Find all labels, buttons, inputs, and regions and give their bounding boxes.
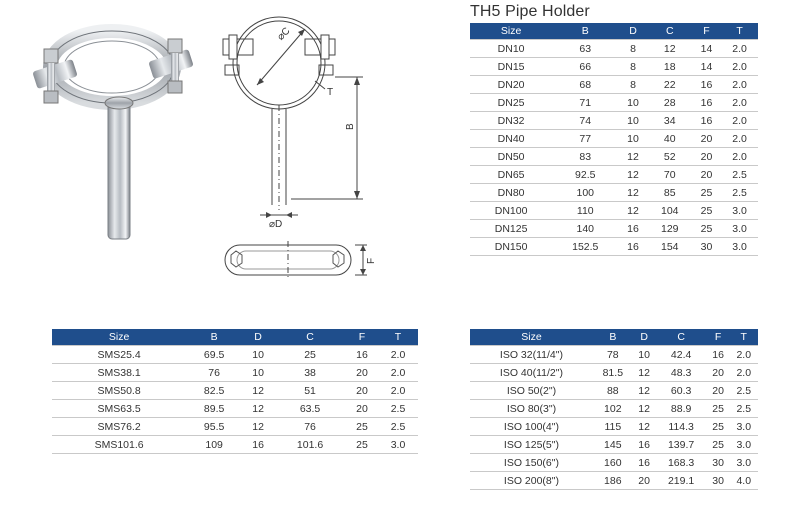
- value-cell: 3.0: [729, 454, 758, 472]
- value-cell: 85: [648, 184, 692, 202]
- value-cell: 152.5: [552, 238, 618, 256]
- value-cell: 16: [633, 436, 656, 454]
- value-cell: 25: [692, 202, 721, 220]
- table-row: [52, 418, 418, 436]
- value-cell: 30: [692, 238, 721, 256]
- dim-label-c: ⌀C: [275, 25, 293, 43]
- table-row: [470, 238, 758, 256]
- size-cell: SMS25.4: [52, 346, 186, 364]
- value-cell: 38: [274, 364, 346, 382]
- column-header: T: [729, 329, 758, 346]
- column-header: D: [618, 23, 647, 40]
- value-cell: 20: [707, 364, 730, 382]
- column-header: F: [346, 329, 378, 346]
- value-cell: 16: [242, 436, 274, 454]
- table-row: [470, 400, 758, 418]
- value-cell: 114.3: [656, 418, 707, 436]
- value-cell: 16: [692, 112, 721, 130]
- value-cell: 42.4: [656, 346, 707, 364]
- size-cell: SMS63.5: [52, 400, 186, 418]
- size-cell: ISO 50(2"): [470, 382, 593, 400]
- table-row: [470, 364, 758, 382]
- size-cell: DN150: [470, 238, 552, 256]
- value-cell: 28: [648, 94, 692, 112]
- table-row: [470, 112, 758, 130]
- value-cell: 74: [552, 112, 618, 130]
- value-cell: 52: [648, 148, 692, 166]
- value-cell: 18: [648, 58, 692, 76]
- size-cell: SMS38.1: [52, 364, 186, 382]
- column-header: B: [186, 329, 242, 346]
- value-cell: 16: [692, 94, 721, 112]
- table-row: [470, 454, 758, 472]
- column-header: Size: [470, 23, 552, 40]
- column-header: B: [552, 23, 618, 40]
- value-cell: 25: [346, 436, 378, 454]
- dn-size-table: [470, 23, 758, 256]
- size-cell: DN25: [470, 94, 552, 112]
- value-cell: 3.0: [721, 238, 758, 256]
- value-cell: 78: [593, 346, 633, 364]
- size-cell: DN32: [470, 112, 552, 130]
- value-cell: 2.5: [378, 400, 418, 418]
- value-cell: 20: [692, 166, 721, 184]
- size-cell: ISO 32(11/4"): [470, 346, 593, 364]
- value-cell: 20: [692, 148, 721, 166]
- column-header: Size: [470, 329, 593, 346]
- value-cell: 12: [618, 202, 647, 220]
- value-cell: 20: [346, 382, 378, 400]
- value-cell: 3.0: [729, 436, 758, 454]
- value-cell: 20: [633, 472, 656, 490]
- value-cell: 25: [692, 184, 721, 202]
- value-cell: 2.0: [729, 346, 758, 364]
- value-cell: 76: [186, 364, 242, 382]
- column-header: C: [274, 329, 346, 346]
- value-cell: 2.5: [721, 166, 758, 184]
- value-cell: 2.5: [729, 400, 758, 418]
- value-cell: 154: [648, 238, 692, 256]
- column-header: Size: [52, 329, 186, 346]
- size-cell: ISO 150(6"): [470, 454, 593, 472]
- value-cell: 82.5: [186, 382, 242, 400]
- value-cell: 63.5: [274, 400, 346, 418]
- table-header-row: [470, 329, 758, 346]
- size-cell: ISO 200(8"): [470, 472, 593, 490]
- table-row: [470, 166, 758, 184]
- dim-label-t: T: [327, 87, 334, 98]
- value-cell: 25: [707, 418, 730, 436]
- value-cell: 22: [648, 76, 692, 94]
- value-cell: 2.0: [721, 148, 758, 166]
- table-row: [470, 202, 758, 220]
- table-row: [52, 364, 418, 382]
- value-cell: 48.3: [656, 364, 707, 382]
- value-cell: 2.0: [721, 58, 758, 76]
- iso-size-table: [470, 329, 758, 490]
- value-cell: 77: [552, 130, 618, 148]
- value-cell: 40: [648, 130, 692, 148]
- size-cell: SMS76.2: [52, 418, 186, 436]
- value-cell: 3.0: [721, 220, 758, 238]
- value-cell: 76: [274, 418, 346, 436]
- value-cell: 168.3: [656, 454, 707, 472]
- value-cell: 2.0: [721, 94, 758, 112]
- column-header: T: [378, 329, 418, 346]
- value-cell: 10: [618, 130, 647, 148]
- size-cell: DN65: [470, 166, 552, 184]
- table-row: [470, 436, 758, 454]
- value-cell: 2.0: [378, 364, 418, 382]
- value-cell: 104: [648, 202, 692, 220]
- value-cell: 12: [618, 166, 647, 184]
- value-cell: 2.0: [721, 76, 758, 94]
- value-cell: 129: [648, 220, 692, 238]
- value-cell: 2.0: [729, 364, 758, 382]
- table-row: [470, 130, 758, 148]
- value-cell: 34: [648, 112, 692, 130]
- size-cell: ISO 80(3"): [470, 400, 593, 418]
- value-cell: 30: [707, 454, 730, 472]
- value-cell: 12: [648, 40, 692, 58]
- dim-label-d: ⌀D: [269, 219, 283, 230]
- pipe-holder-drawing: [215, 5, 375, 280]
- value-cell: 2.0: [721, 112, 758, 130]
- column-header: C: [648, 23, 692, 40]
- value-cell: 95.5: [186, 418, 242, 436]
- value-cell: 3.0: [378, 436, 418, 454]
- value-cell: 25: [707, 400, 730, 418]
- pipe-holder-photo: [20, 5, 205, 245]
- value-cell: 51: [274, 382, 346, 400]
- value-cell: 10: [633, 346, 656, 364]
- table-row: [470, 220, 758, 238]
- value-cell: 20: [692, 130, 721, 148]
- value-cell: 16: [618, 238, 647, 256]
- table-row: [470, 148, 758, 166]
- table-row: [52, 346, 418, 364]
- value-cell: 10: [618, 94, 647, 112]
- value-cell: 10: [618, 112, 647, 130]
- value-cell: 4.0: [729, 472, 758, 490]
- sms-size-table: [52, 329, 418, 454]
- value-cell: 25: [346, 418, 378, 436]
- value-cell: 16: [633, 454, 656, 472]
- value-cell: 109: [186, 436, 242, 454]
- dim-label-f: F: [366, 257, 377, 264]
- size-cell: DN80: [470, 184, 552, 202]
- value-cell: 20: [707, 382, 730, 400]
- value-cell: 12: [242, 418, 274, 436]
- table-row: [470, 94, 758, 112]
- value-cell: 88: [593, 382, 633, 400]
- value-cell: 12: [633, 382, 656, 400]
- value-cell: 14: [692, 40, 721, 58]
- table-row: [470, 40, 758, 58]
- size-cell: ISO 125(5"): [470, 436, 593, 454]
- value-cell: 12: [242, 382, 274, 400]
- value-cell: 30: [707, 472, 730, 490]
- size-cell: SMS50.8: [52, 382, 186, 400]
- value-cell: 12: [633, 400, 656, 418]
- value-cell: 25: [707, 436, 730, 454]
- value-cell: 186: [593, 472, 633, 490]
- value-cell: 12: [633, 364, 656, 382]
- table-row: [52, 382, 418, 400]
- value-cell: 20: [346, 364, 378, 382]
- size-cell: DN100: [470, 202, 552, 220]
- table-header-row: [470, 23, 758, 40]
- size-cell: ISO 40(11/2"): [470, 364, 593, 382]
- value-cell: 140: [552, 220, 618, 238]
- column-header: D: [633, 329, 656, 346]
- dim-label-b: B: [345, 123, 356, 130]
- column-header: D: [242, 329, 274, 346]
- value-cell: 115: [593, 418, 633, 436]
- value-cell: 89.5: [186, 400, 242, 418]
- value-cell: 2.5: [729, 382, 758, 400]
- value-cell: 3.0: [721, 202, 758, 220]
- value-cell: 8: [618, 58, 647, 76]
- value-cell: 71: [552, 94, 618, 112]
- value-cell: 83: [552, 148, 618, 166]
- column-header: F: [692, 23, 721, 40]
- value-cell: 10: [242, 346, 274, 364]
- value-cell: 12: [618, 148, 647, 166]
- column-header: B: [593, 329, 633, 346]
- value-cell: 8: [618, 40, 647, 58]
- value-cell: 219.1: [656, 472, 707, 490]
- table-row: [470, 184, 758, 202]
- value-cell: 14: [692, 58, 721, 76]
- table-row: [470, 418, 758, 436]
- value-cell: 3.0: [729, 418, 758, 436]
- size-cell: ISO 100(4"): [470, 418, 593, 436]
- table-row: [470, 58, 758, 76]
- value-cell: 10: [242, 364, 274, 382]
- table-row: [52, 436, 418, 454]
- value-cell: 102: [593, 400, 633, 418]
- value-cell: 2.5: [378, 418, 418, 436]
- size-cell: SMS101.6: [52, 436, 186, 454]
- size-cell: DN50: [470, 148, 552, 166]
- value-cell: 68: [552, 76, 618, 94]
- value-cell: 139.7: [656, 436, 707, 454]
- value-cell: 16: [618, 220, 647, 238]
- table-row: [470, 472, 758, 490]
- value-cell: 2.0: [378, 382, 418, 400]
- column-header: F: [707, 329, 730, 346]
- value-cell: 2.0: [378, 346, 418, 364]
- table-header-row: [52, 329, 418, 346]
- table-row: [470, 76, 758, 94]
- value-cell: 66: [552, 58, 618, 76]
- value-cell: 2.0: [721, 40, 758, 58]
- value-cell: 101.6: [274, 436, 346, 454]
- value-cell: 81.5: [593, 364, 633, 382]
- column-header: T: [721, 23, 758, 40]
- column-header: C: [656, 329, 707, 346]
- size-cell: DN15: [470, 58, 552, 76]
- table-row: [470, 346, 758, 364]
- value-cell: 12: [633, 418, 656, 436]
- value-cell: 8: [618, 76, 647, 94]
- size-cell: DN10: [470, 40, 552, 58]
- value-cell: 60.3: [656, 382, 707, 400]
- value-cell: 16: [692, 76, 721, 94]
- value-cell: 100: [552, 184, 618, 202]
- value-cell: 70: [648, 166, 692, 184]
- value-cell: 25: [692, 220, 721, 238]
- value-cell: 2.5: [721, 184, 758, 202]
- value-cell: 110: [552, 202, 618, 220]
- table-row: [470, 382, 758, 400]
- value-cell: 2.0: [721, 130, 758, 148]
- value-cell: 20: [346, 400, 378, 418]
- value-cell: 16: [346, 346, 378, 364]
- value-cell: 12: [242, 400, 274, 418]
- value-cell: 16: [707, 346, 730, 364]
- value-cell: 63: [552, 40, 618, 58]
- table-row: [52, 400, 418, 418]
- value-cell: 145: [593, 436, 633, 454]
- page-title: TH5 Pipe Holder: [470, 3, 590, 20]
- size-cell: DN20: [470, 76, 552, 94]
- value-cell: 12: [618, 184, 647, 202]
- size-cell: DN125: [470, 220, 552, 238]
- value-cell: 88.9: [656, 400, 707, 418]
- value-cell: 160: [593, 454, 633, 472]
- value-cell: 25: [274, 346, 346, 364]
- value-cell: 92.5: [552, 166, 618, 184]
- value-cell: 69.5: [186, 346, 242, 364]
- size-cell: DN40: [470, 130, 552, 148]
